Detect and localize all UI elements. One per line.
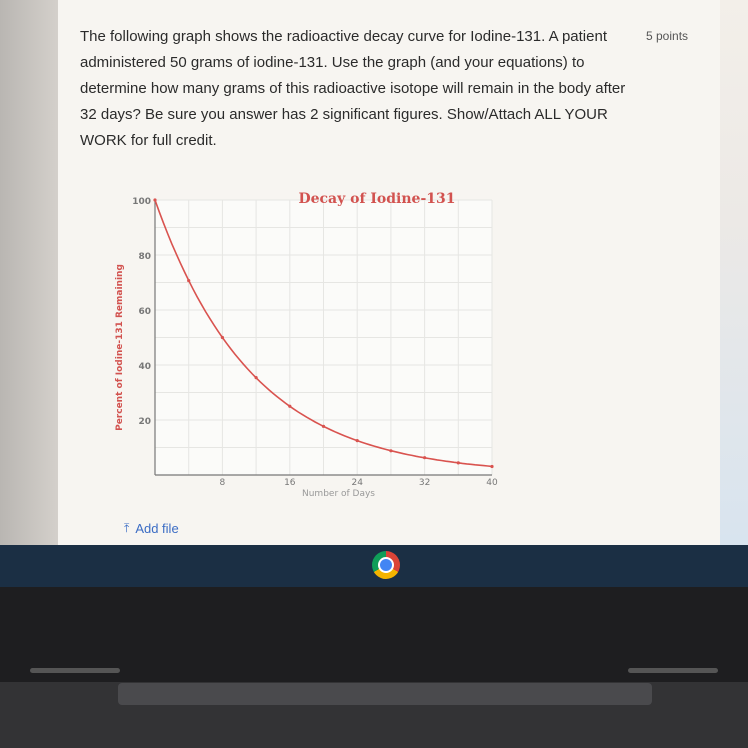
- x-tick-label: 16: [284, 478, 296, 488]
- y-tick-label: 60: [138, 307, 151, 317]
- y-tick-label: 20: [138, 417, 151, 427]
- x-tick-label: 8: [219, 478, 226, 488]
- data-point: [356, 439, 359, 442]
- x-axis-label: Number of Days: [301, 489, 376, 499]
- hinge-left: [30, 668, 120, 673]
- data-point: [322, 425, 325, 428]
- x-tick-label: 24: [351, 478, 363, 488]
- y-tick-label: 80: [138, 252, 151, 262]
- chart-title: Decay of Iodine-131: [298, 191, 456, 207]
- data-point: [221, 336, 224, 339]
- data-point: [153, 198, 156, 201]
- data-point: [255, 376, 258, 379]
- question-text: The following graph shows the radioactive decay curve for Iodine-131. A patient administered 50 grams of iodine-131. Use the graph (and your equations) to determine how many grams of this radioactive isotope will remain in the body after 32 days? Be sure you answer has 2 significant figures. Show/Attach ALL YOUR WORK for full credit.: [80, 28, 626, 149]
- decay-chart: [100, 185, 520, 505]
- laptop-lip: [118, 683, 652, 705]
- y-tick-label: 40: [138, 362, 151, 372]
- x-tick-label: 32: [418, 478, 431, 488]
- data-point: [490, 465, 493, 468]
- y-axis-label: Percent of Iodine-131 Remaining: [115, 264, 125, 431]
- data-point: [457, 461, 460, 464]
- add-file-button[interactable]: [124, 521, 179, 536]
- data-point: [288, 405, 291, 408]
- data-point: [187, 279, 190, 282]
- hinge-right: [628, 668, 718, 673]
- y-tick-label: 100: [132, 197, 151, 207]
- sidebar-shade: [0, 0, 58, 545]
- data-point: [389, 449, 392, 452]
- points-label: 5 points: [646, 29, 689, 43]
- add-file-label: Add file: [135, 521, 179, 536]
- data-point: [423, 456, 426, 459]
- chrome-icon[interactable]: [372, 551, 400, 579]
- upload-icon: ⤒: [124, 521, 130, 535]
- x-tick-label: 40: [486, 478, 498, 488]
